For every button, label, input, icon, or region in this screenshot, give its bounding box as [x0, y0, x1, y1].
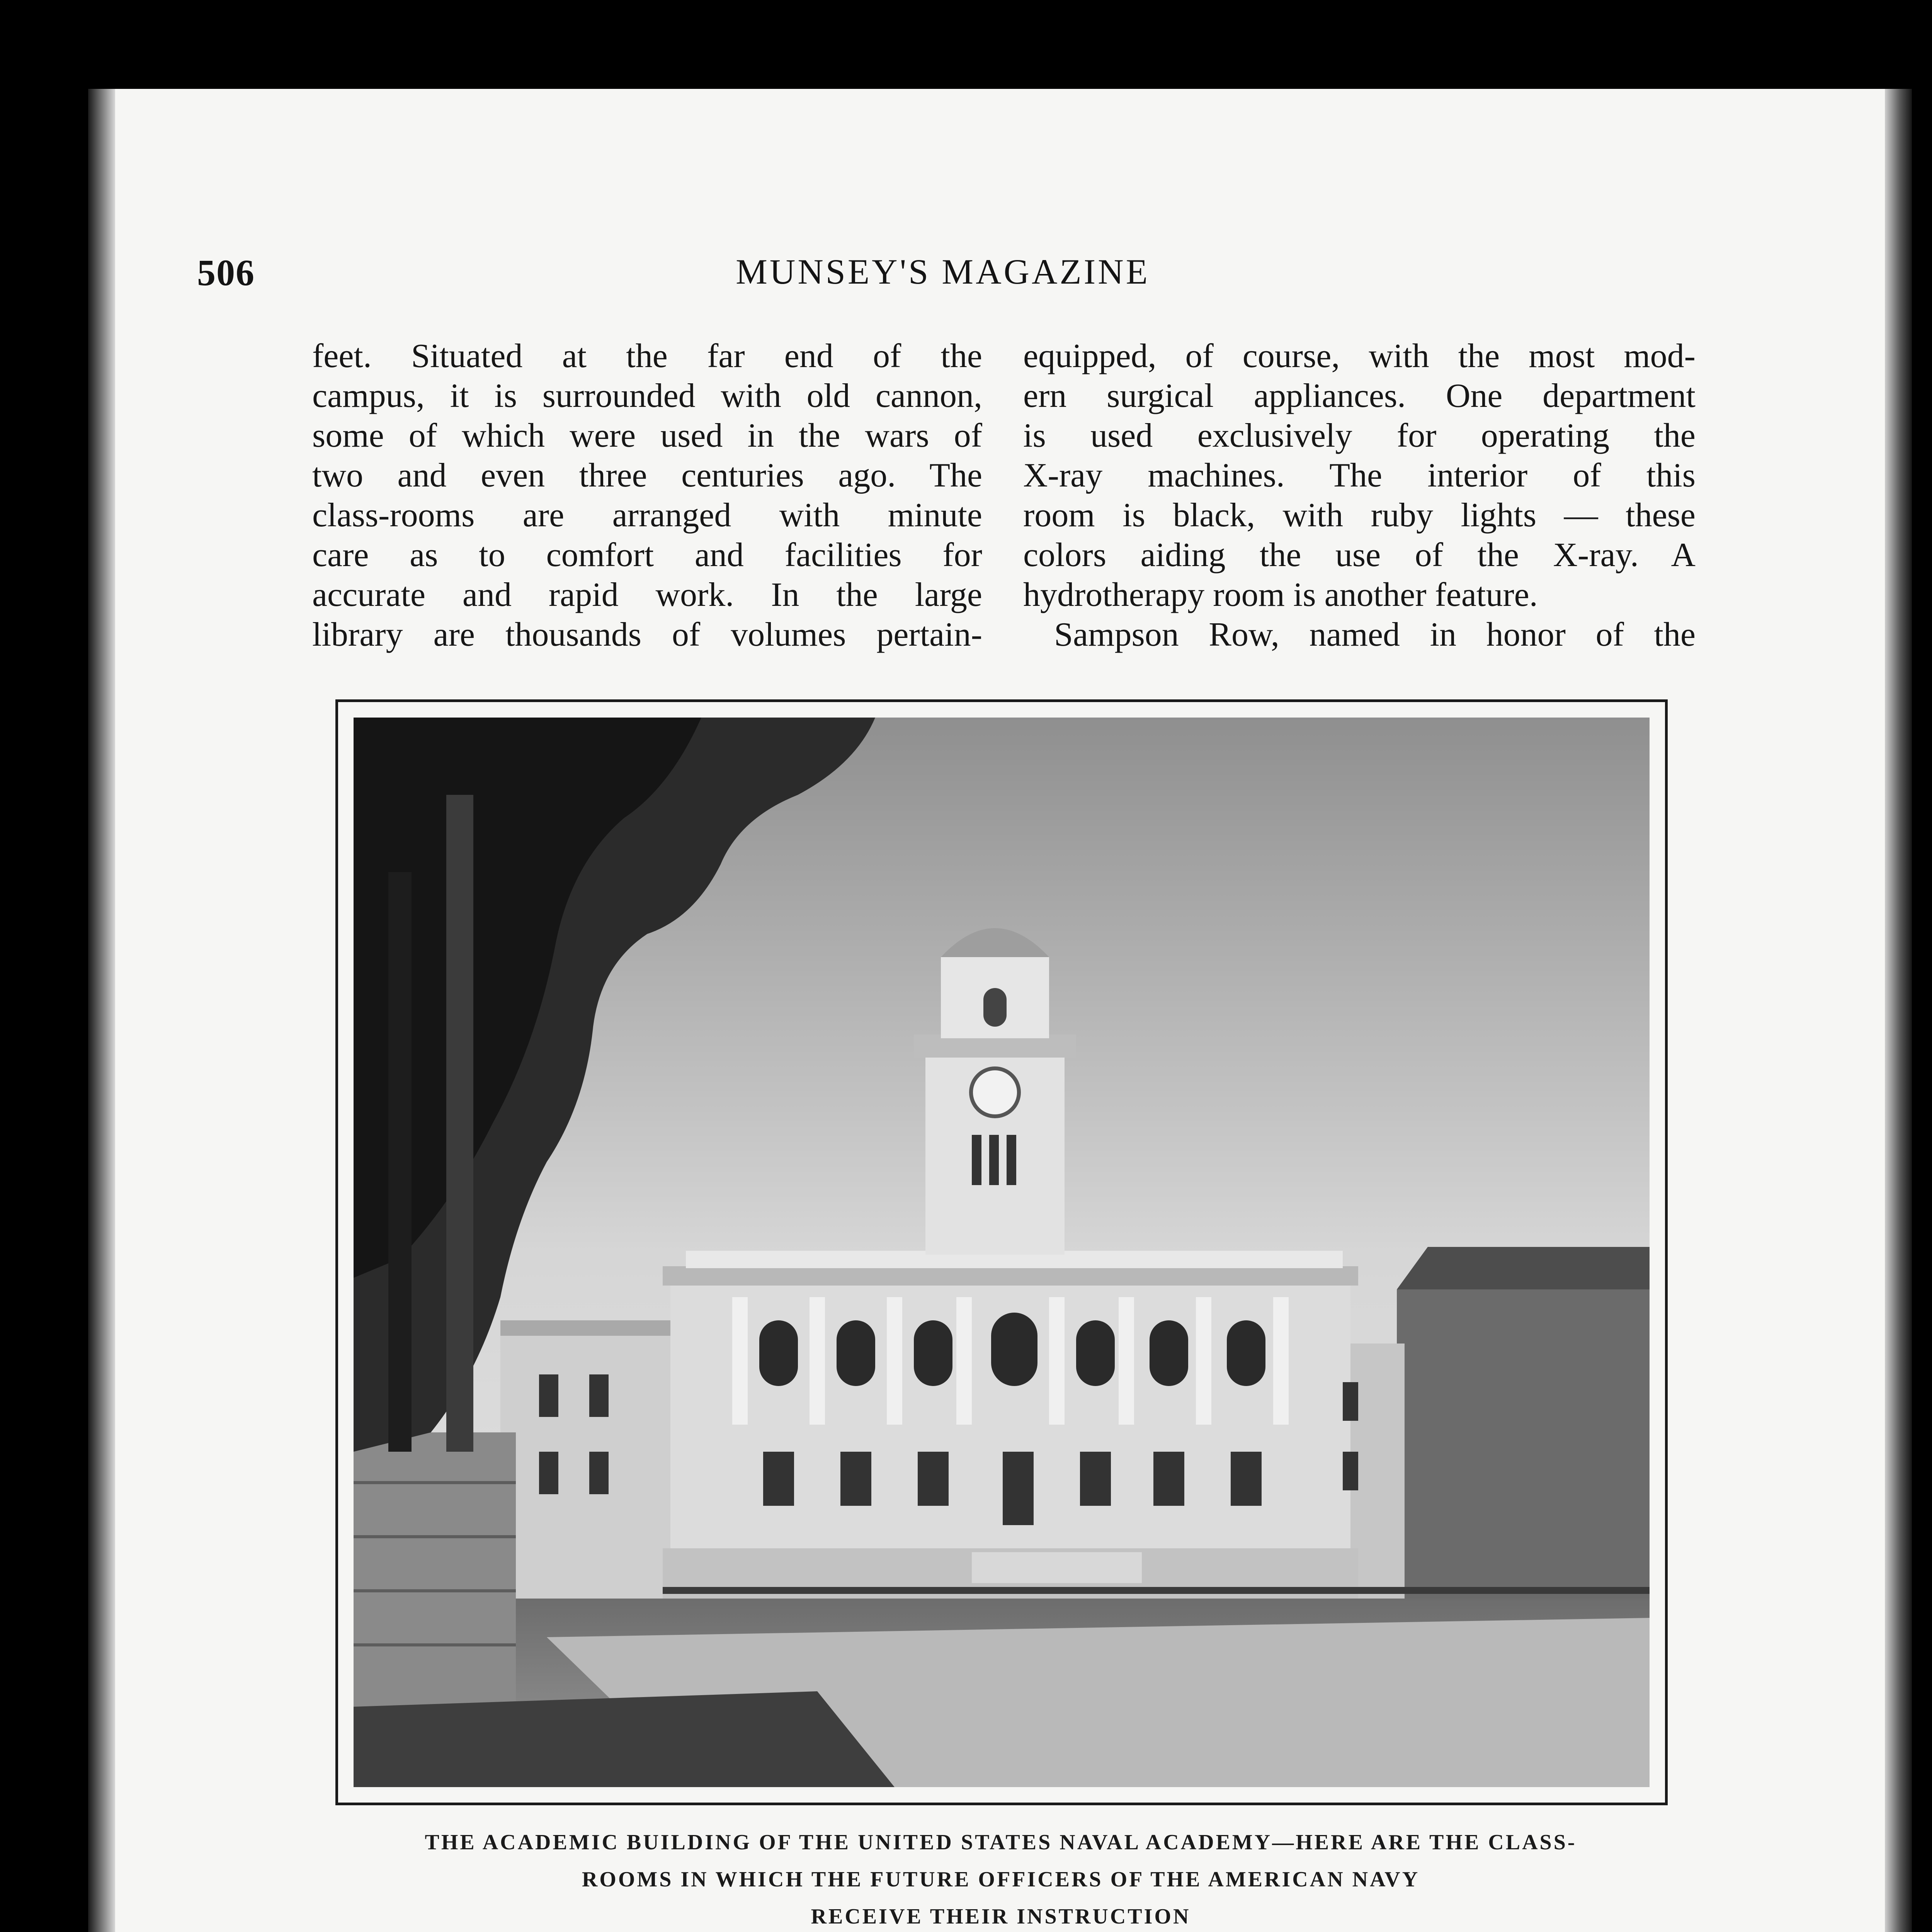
academic-building-illustration [354, 718, 1650, 1787]
text-line: is used exclusively for operating the [1023, 417, 1696, 454]
text-line: accurate and rapid work. In the large [312, 576, 982, 614]
caption-line: ROOMS IN WHICH THE FUTURE OFFICERS OF THE AMERICAN NAVY [582, 1867, 1420, 1891]
photo-frame [335, 699, 1668, 1805]
top-right-column [1023, 336, 1696, 655]
text-line: room is black, with ruby lights — these [1023, 497, 1696, 534]
text-line: care as to comfort and facilities for [312, 536, 982, 574]
text-line: Sampson Row, named in honor of the [1054, 616, 1696, 653]
text-line: feet. Situated at the far end of the [312, 337, 982, 375]
text-line: campus, it is surrounded with old cannon, [312, 377, 982, 415]
text-line: class-rooms are arranged with minute [312, 497, 982, 534]
text-line: equipped, of course, with the most mod- [1023, 337, 1696, 375]
text-line: ern surgical appliances. One department [1023, 377, 1696, 415]
text-line: library are thousands of volumes pertain- [312, 616, 982, 653]
academic-building-photo [354, 718, 1650, 1787]
photo-caption [332, 1824, 1669, 1932]
page-number: 506 [197, 252, 255, 293]
book-spine-left [88, 89, 115, 1932]
page-header [197, 251, 1689, 305]
text-line: two and even three centuries ago. The [312, 457, 982, 494]
text-line: X-ray machines. The interior of this [1023, 457, 1696, 494]
text-line: colors aiding the use of the X-ray. A [1023, 536, 1696, 574]
caption-line: RECEIVE THEIR INSTRUCTION [811, 1905, 1191, 1929]
book-spine-right [1885, 89, 1912, 1932]
text-line: some of which were used in the wars of [312, 417, 982, 454]
caption-line: THE ACADEMIC BUILDING OF THE UNITED STATES NAVAL ACADEMY—HERE ARE THE CLASS- [425, 1830, 1577, 1854]
text-line: hydrotherapy room is another feature. [1023, 576, 1538, 614]
top-left-column [312, 336, 982, 655]
running-head: MUNSEY'S MAGAZINE [736, 252, 1150, 291]
